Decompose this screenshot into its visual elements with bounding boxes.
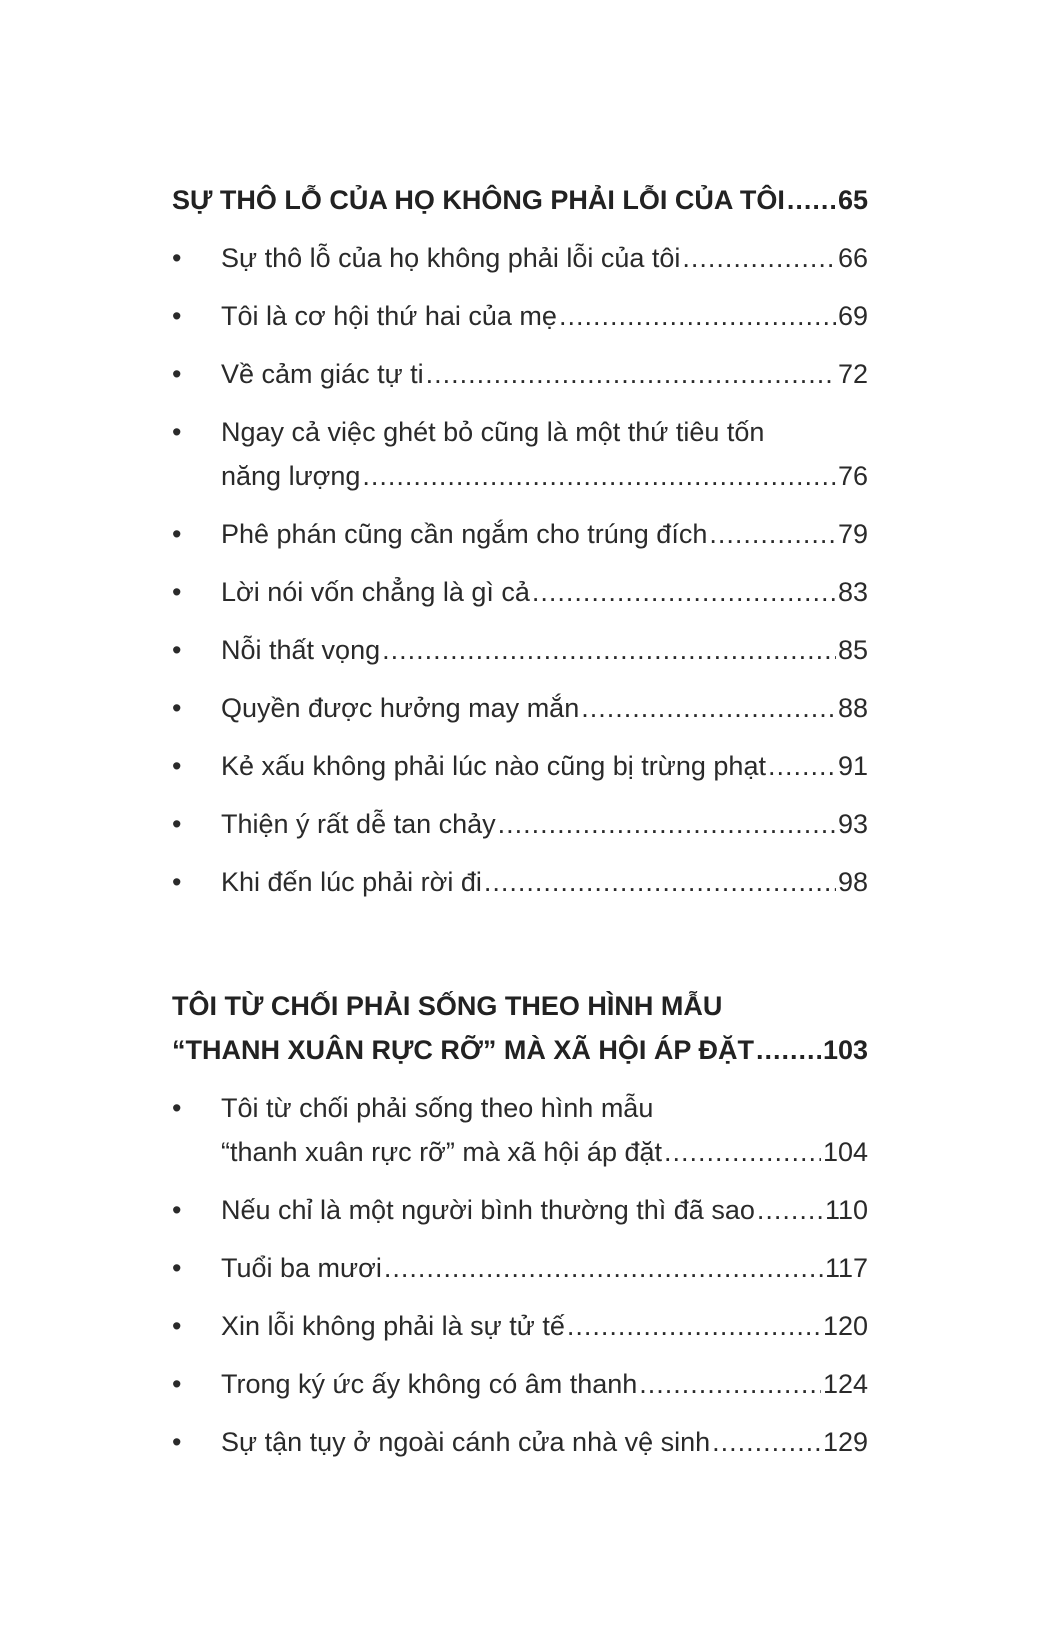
section-heading[interactable]	[172, 984, 868, 1072]
entry-title: Ngay cả việc ghét bỏ cũng là một thứ tiêu tốn	[221, 417, 765, 447]
page-number: 103	[822, 1035, 868, 1065]
dot-leader	[639, 1362, 821, 1406]
dot-leader	[581, 686, 836, 730]
heading-title: SỰ THÔ LỖ CỦA HỌ KHÔNG PHẢI LỖI CỦA TÔI	[172, 185, 785, 215]
toc-entry[interactable]	[172, 570, 868, 614]
page-number: 66	[837, 243, 868, 273]
toc-section-1	[172, 178, 868, 918]
heading-line	[172, 1028, 868, 1072]
page-number: 104	[822, 1137, 868, 1167]
page-number: 76	[837, 461, 868, 491]
toc-entry[interactable]	[172, 860, 868, 904]
entry-title: Tuổi ba mươi	[221, 1253, 382, 1283]
page-number: 98	[837, 867, 868, 897]
toc-entry[interactable]	[172, 802, 868, 846]
heading-line	[172, 984, 868, 1028]
toc-entry[interactable]	[172, 294, 868, 338]
bullet-icon: •	[172, 751, 182, 781]
dot-leader	[757, 1188, 823, 1232]
page-number: 85	[837, 635, 868, 665]
entry-title: Lời nói vốn chẳng là gì cả	[221, 577, 530, 607]
entry-title: Trong ký ức ấy không có âm thanh	[221, 1369, 638, 1399]
toc-entry[interactable]	[172, 628, 868, 672]
heading-title-continued: “THANH XUÂN RỰC RỠ” MÀ XÃ HỘI ÁP ĐẶT	[172, 1035, 754, 1065]
bullet-icon: •	[172, 577, 182, 607]
bullet-icon: •	[172, 809, 182, 839]
dot-leader	[768, 744, 836, 788]
section-heading[interactable]	[172, 178, 868, 222]
toc-entry[interactable]	[172, 1362, 868, 1406]
page-number: 124	[822, 1369, 868, 1399]
page-number: 129	[822, 1427, 868, 1457]
entry-title: Về cảm giác tự ti	[221, 359, 424, 389]
toc-entry[interactable]	[172, 1246, 868, 1290]
page-number: 72	[837, 359, 868, 389]
toc-entry[interactable]	[172, 352, 868, 396]
dot-leader	[532, 570, 836, 614]
bullet-icon: •	[172, 359, 182, 389]
page-number: 69	[837, 301, 868, 331]
entry-title: Xin lỗi không phải là sự tử tế	[221, 1311, 565, 1341]
page-number: 79	[837, 519, 868, 549]
dot-leader	[567, 1304, 821, 1348]
dot-leader	[382, 628, 836, 672]
entry-title: Quyền được hưởng may mắn	[221, 693, 580, 723]
dot-leader	[682, 236, 836, 280]
toc-entry[interactable]	[172, 512, 868, 556]
entry-title: Phê phán cũng cần ngắm cho trúng đích	[221, 519, 708, 549]
bullet-icon: •	[172, 1253, 182, 1283]
bullet-icon: •	[172, 635, 182, 665]
dot-leader	[756, 1028, 821, 1072]
toc-entry[interactable]	[172, 236, 868, 280]
bullet-icon: •	[172, 1427, 182, 1457]
bullet-icon: •	[172, 519, 182, 549]
page-number: 120	[822, 1311, 868, 1341]
bullet-icon: •	[172, 1369, 182, 1399]
entry-title: Sự thô lỗ của họ không phải lỗi của tôi	[221, 243, 681, 273]
dot-leader	[712, 1420, 821, 1464]
dot-leader	[484, 860, 836, 904]
heading-line	[172, 178, 868, 222]
toc-entry[interactable]	[172, 410, 868, 498]
dot-leader	[362, 454, 836, 498]
dot-leader	[787, 178, 836, 222]
entry-title: Tôi là cơ hội thứ hai của mẹ	[221, 301, 557, 331]
entry-title: Nỗi thất vọng	[221, 635, 381, 665]
bullet-icon: •	[172, 1195, 182, 1225]
toc-entry[interactable]	[172, 744, 868, 788]
entry-title: Thiện ý rất dễ tan chảy	[221, 809, 496, 839]
entry-title: Tôi từ chối phải sống theo hình mẫu	[221, 1093, 654, 1123]
toc-section-2	[172, 984, 868, 1478]
bullet-icon: •	[172, 693, 182, 723]
page-number: 91	[837, 751, 868, 781]
page-number: 88	[837, 693, 868, 723]
dot-leader	[384, 1246, 823, 1290]
dot-leader	[559, 294, 836, 338]
heading-title: TÔI TỪ CHỐI PHẢI SỐNG THEO HÌNH MẪU	[172, 991, 723, 1021]
page-number: 93	[837, 809, 868, 839]
bullet-icon: •	[172, 417, 182, 447]
dot-leader	[426, 352, 836, 396]
toc-entry[interactable]	[172, 1420, 868, 1464]
page-number: 110	[824, 1195, 868, 1225]
toc-entry[interactable]	[172, 1086, 868, 1174]
entry-title: Kẻ xấu không phải lúc nào cũng bị trừng phạt	[221, 751, 766, 781]
toc-entry[interactable]	[172, 1304, 868, 1348]
dot-leader	[709, 512, 836, 556]
page-number: 83	[837, 577, 868, 607]
entry-title: Nếu chỉ là một người bình thường thì đã sao	[221, 1195, 755, 1225]
bullet-icon: •	[172, 867, 182, 897]
dot-leader	[498, 802, 836, 846]
entry-title: Sự tận tụy ở ngoài cánh cửa nhà vệ sinh	[221, 1427, 711, 1457]
bullet-icon: •	[172, 1093, 182, 1123]
page-number: 117	[824, 1253, 868, 1283]
entry-title: Khi đến lúc phải rời đi	[221, 867, 482, 897]
toc-entry[interactable]	[172, 686, 868, 730]
bullet-icon: •	[172, 243, 182, 273]
bullet-icon: •	[172, 301, 182, 331]
page-number: 65	[837, 185, 868, 215]
toc-entry[interactable]	[172, 1188, 868, 1232]
entry-title-continued: “thanh xuân rực rỡ” mà xã hội áp đặt	[221, 1137, 662, 1167]
entry-title-continued: năng lượng	[221, 461, 361, 491]
bullet-icon: •	[172, 1311, 182, 1341]
dot-leader	[664, 1130, 821, 1174]
